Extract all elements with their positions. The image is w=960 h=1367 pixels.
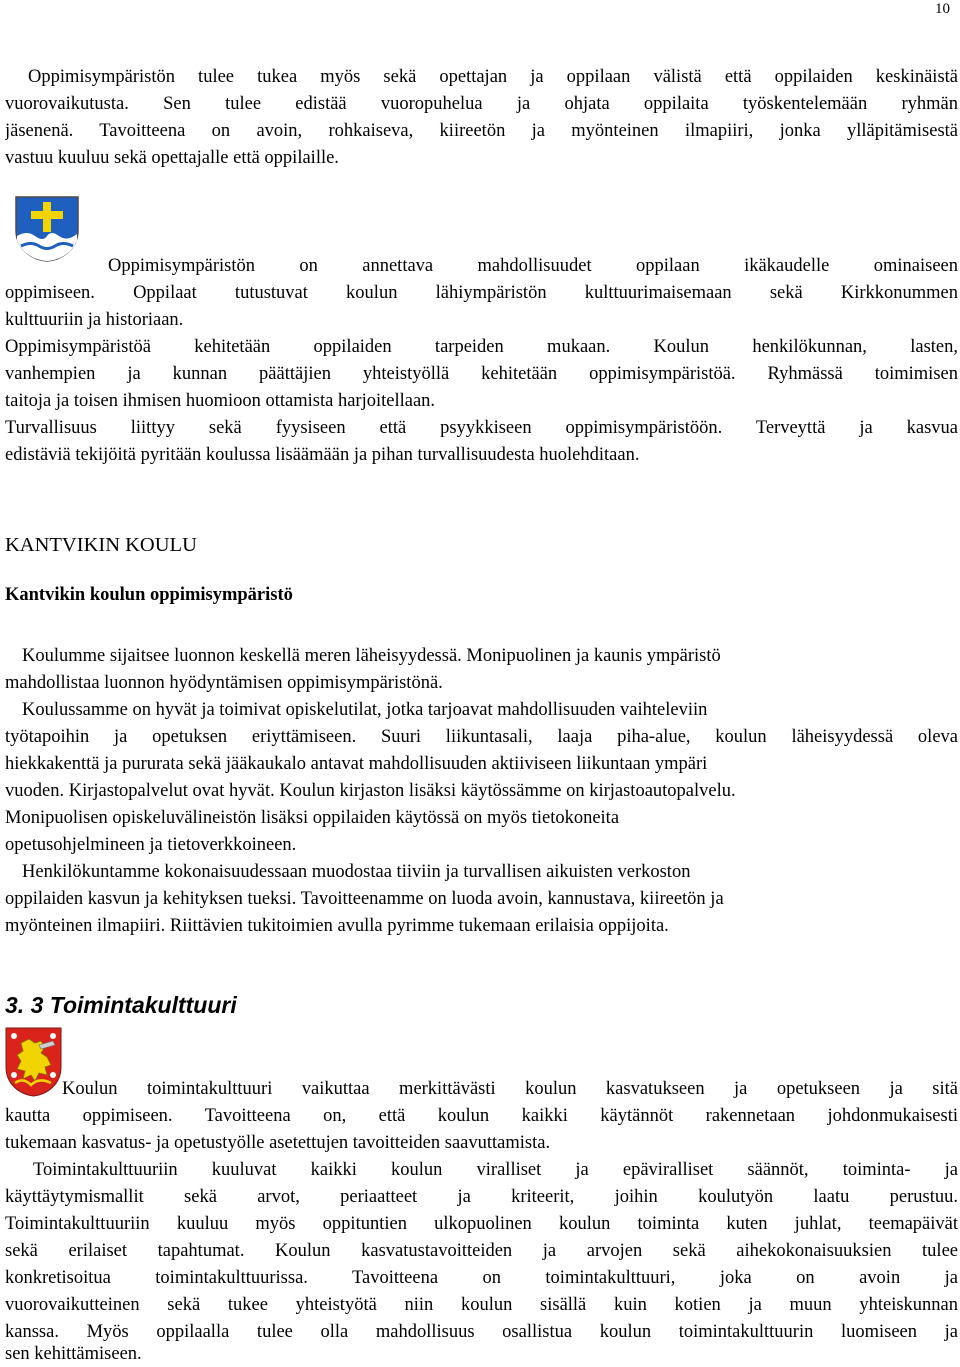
paragraph-line: Toimintakulttuuriin kuuluvat kaikki koulun viralliset ja epäviralliset säännöt, toiminta- ja — [33, 1160, 958, 1180]
paragraph-line: vuorovaikutteinen sekä tukee yhteistyötä niin koulun sisällä kuin kotien ja muun yhteiskunnan — [5, 1295, 958, 1315]
paragraph-line: jäsenenä. Tavoitteena on avoin, rohkaiseva, kiireetön ja myönteinen ilmapiiri, jonka ylläpitämisestä — [5, 121, 958, 141]
paragraph-line: opetusohjelmineen ja tietoverkkoineen. — [5, 835, 297, 855]
paragraph-line: Koulun toimintakulttuuri vaikuttaa merkittävästi koulun kasvatukseen ja opetukseen ja sitä — [62, 1079, 958, 1099]
paragraph-line: työtapoihin ja opetuksen eriyttämiseen. Suuri liikuntasali, laaja piha-alue, koulun läheisyydessä oleva — [5, 727, 958, 747]
paragraph-line: käyttäytymismallit sekä arvot, periaatteet ja kriteerit, joihin koulutyön laatu perustuu. — [5, 1187, 958, 1207]
paragraph-line: taitoja ja toisen ihmisen huomioon ottamista harjoitellaan. — [5, 391, 436, 411]
school-heading: KANTVIKIN KOULU — [5, 534, 197, 556]
paragraph-line: Oppimisympäristöä kehitetään oppilaiden tarpeiden mukaan. Koulun henkilökunnan, lasten, — [5, 337, 958, 357]
paragraph-line: hiekkakenttä ja pururata sekä jääkaukalo antavat mahdollisuuden aktiiviseen liikuntaan ympäri — [5, 754, 708, 774]
paragraph-line: oppilaiden kasvun ja kehityksen tueksi. Tavoitteenamme on luoda avoin, kannustava, kiireetön ja — [5, 889, 724, 909]
paragraph-line: vastuu kuuluu sekä opettajalle että oppilaille. — [5, 148, 339, 168]
paragraph-line: oppimiseen. Oppilaat tutustuvat koulun lähiympäristön kulttuurimaisemaan sekä Kirkkonummen — [5, 283, 958, 303]
paragraph-line: vuorovaikutusta. Sen tulee edistää vuoropuhelua ja ohjata oppilaita työskentelemään ryhmän — [5, 94, 958, 114]
paragraph-line: sen kehittämiseen. — [5, 1344, 142, 1364]
paragraph-line: Toimintakulttuuriin kuuluu myös oppituntien ulkopuolinen koulun toiminta kuten juhlat, teemapäivät — [5, 1214, 958, 1234]
paragraph-line: tukemaan kasvatus- ja opetustyölle asetettujen tavoitteiden saavuttamista. — [5, 1133, 551, 1153]
page-number: 10 — [935, 1, 950, 17]
paragraph-line: kautta oppimiseen. Tavoitteena on, että koulun kaikki käytännöt rakennetaan johdonmukaisesti — [5, 1106, 958, 1126]
paragraph-line: kanssa. Myös oppilaalla tulee olla mahdollisuus osallistua koulun toimintakulttuurin luomiseen ja — [5, 1322, 958, 1342]
paragraph-line: vanhempien ja kunnan päättäjien yhteistyöllä kehitetään oppimisympäristöä. Ryhmässä toimimisen — [5, 364, 958, 384]
paragraph-line: sekä erilaiset tapahtumat. Koulun kasvatustavoitteiden ja arvojen sekä aihekokonaisuuksien tulee — [5, 1241, 958, 1261]
paragraph-line: Oppimisympäristön tulee tukea myös sekä opettajan ja oppilaan välistä että oppilaiden keskinäistä — [28, 67, 958, 87]
paragraph-line: kulttuuriin ja historiaan. — [5, 310, 184, 330]
paragraph-line: Turvallisuus liittyy sekä fyysiseen että psyykkiseen oppimisympäristöön. Terveyttä ja kasvua — [5, 418, 958, 438]
kirkkonummi-crest-icon — [15, 196, 79, 262]
paragraph-line: Koulumme sijaitsee luonnon keskellä meren läheisyydessä. Monipuolinen ja kaunis ympäristö — [22, 646, 721, 666]
paragraph-line: Koulussamme on hyvät ja toimivat opiskelutilat, jotka tarjoavat mahdollisuuden vaihteleviin — [22, 700, 708, 720]
section-heading: 3. 3 Toimintakulttuuri — [5, 992, 237, 1018]
paragraph-line: Oppimisympäristön on annettava mahdollisuudet oppilaan ikäkaudelle ominaiseen — [108, 256, 958, 276]
finnish-lion-crest-icon — [5, 1027, 62, 1097]
paragraph-line: konkretisoitua toimintakulttuurissa. Tavoitteena on toimintakulttuuri, joka on avoin ja — [5, 1268, 958, 1288]
paragraph-line: Henkilökuntamme kokonaisuudessaan muodostaa tiiviin ja turvallisen aikuisten verkoston — [22, 862, 691, 882]
paragraph-line: edistäviä tekijöitä pyritään koulussa lisäämään ja pihan turvallisuudesta huolehditaan. — [5, 445, 640, 465]
paragraph-line: Monipuolisen opiskeluvälineistön lisäksi oppilaiden käytössä on myös tietokoneita — [5, 808, 620, 828]
paragraph-line: vuoden. Kirjastopalvelut ovat hyvät. Koulun kirjaston lisäksi käytössämme on kirjastoautopalvelu. — [5, 781, 736, 801]
environment-subheading: Kantvikin koulun oppimisympäristö — [5, 585, 293, 605]
paragraph-line: myönteinen ilmapiiri. Riittävien tukitoimien avulla pyrimme tukemaan erilaisia oppijoita. — [5, 916, 669, 936]
paragraph-line: mahdollistaa luonnon hyödyntämisen oppimisympäristönä. — [5, 673, 443, 693]
